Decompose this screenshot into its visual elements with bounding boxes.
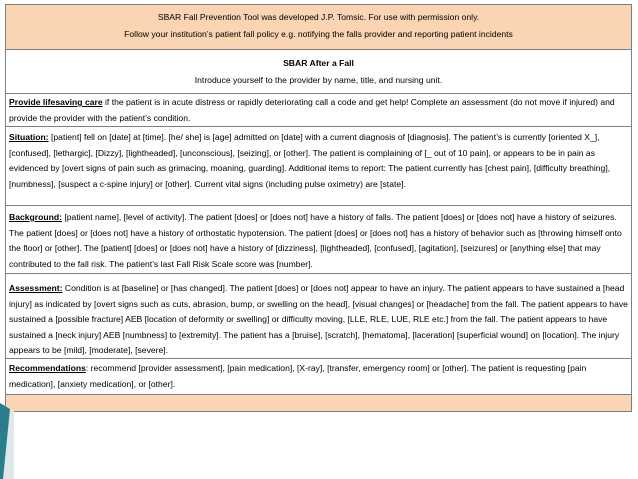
recommendations-label: Recommendations xyxy=(9,363,86,373)
recommendations-row xyxy=(6,359,631,395)
assessment-text: Condition is at [baseline] or [has changed]. The patient [does] or [does not] appear to have an injury. The patient appears to have sustained a [head injury] as indicated by [overt signs such as cuts, abrasion, bump, or swelling on the head], [visual changes] or [headache] from the fall. The patient appears to have sustained a [possible fracture] AEB [location of deformity or swelling] or difficulty moving, [LLE, RLE, LUE, RLE etc.] from the fall. The patient appears to have sustained a [neck injury] AEB [numbness] to [extremity]. The patient has a [bruise], [scratch], [hematoma], [laceration] [superficial wound] on [location]. The injury appears to be [mild], [moderate], [severe]. xyxy=(9,283,628,355)
background-label: Background: xyxy=(9,212,62,222)
after-fall-intro: Introduce yourself to the provider by name, title, and nursing unit. xyxy=(194,75,443,85)
after-fall-row xyxy=(6,50,631,94)
lifesaving-row xyxy=(6,94,631,127)
sbar-table xyxy=(5,4,632,412)
header-row xyxy=(6,5,631,50)
header-line-1: SBAR Fall Prevention Tool was developed J.P. Tomsic. For use with permission only. xyxy=(157,12,480,22)
lifesaving-label: Provide lifesaving care xyxy=(9,97,103,107)
situation-text: [patient] fell on [date] at [time]. [he/ she] is [age] admitted on [date] with a current diagnosis of [diagnosis]. The patient’s is currently [oriented X_], [confused], [lethargic], [Dizzy], [lightheaded], [unconscious], [seizing], or [other]. The patient is complaining of [_ out of 10 pain], or appears to be in pain as evidenced by [overt signs of pain such as grimacing, moaning, guarding]. Additional items to report: The patient currently has [chest pain], [difficulty breathing], [numbness], [suspect a c-spine injury] or [other]. Current vital signs (including pulse oximetry) are [state]. xyxy=(9,132,611,189)
assessment-row xyxy=(6,274,631,359)
recommendations-text: : recommend [provider assessment], [pain medication], [X-ray], [transfer, emergency room] or [other]. The patient is requesting [pain medication], [anxiety medication], or [other]. xyxy=(9,363,587,389)
lifesaving-text: if the patient is in acute distress or rapidly deteriorating call a code and get help! Complete an assessment (do not move if injured) and provide the provider with the patient’s condition. xyxy=(9,97,615,123)
footer-band xyxy=(6,395,631,411)
after-fall-title: SBAR After a Fall xyxy=(283,58,354,68)
situation-row xyxy=(6,127,631,206)
slide-corner-decoration xyxy=(0,403,16,479)
assessment-label: Assessment: xyxy=(9,283,63,293)
header-line-2: Follow your institution’s patient fall policy e.g. notifying the falls provider and reporting patient incidents xyxy=(124,29,513,39)
background-text: [patient name], [level of activity]. The patient [does] or [does not] have a history of falls. The patient [does] or [does not] have a history of seizures. The patient [does] or [does not] have a history of orthostatic hypotension. The patient [does] or [does not] has a history of behavior such as [throwing himself onto the floor] or [other]. The [patient] [does] or [does not] have a history of [dizziness], [lightheaded], [confused], [agitation], [seizures] or [anything else] that may contributed to the fall risk. The patient’s last Fall Risk Scale score was [number]. xyxy=(9,212,622,269)
background-row xyxy=(6,206,631,274)
situation-label: Situation: xyxy=(9,132,49,142)
